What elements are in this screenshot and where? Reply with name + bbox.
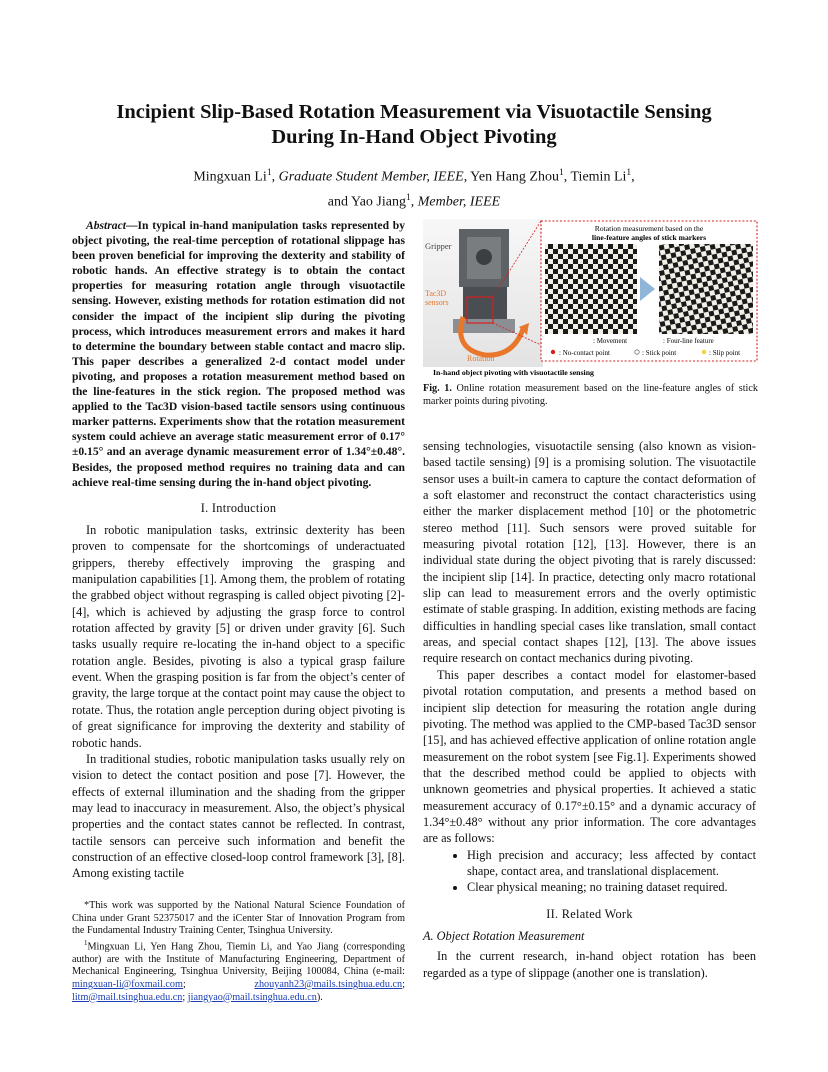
author-3: Tiemin Li (570, 169, 627, 185)
legend-movement: : Movement (593, 337, 628, 345)
section-heading-related-work: II. Related Work (546, 906, 633, 921)
section-heading-introduction: I. Introduction (200, 500, 277, 515)
label-sensors: sensors (425, 298, 449, 307)
right-column (423, 438, 756, 981)
legend-no-contact: : No-contact point (559, 349, 610, 357)
author-2: Yen Hang Zhou (470, 169, 559, 185)
figure-bottom-label: In-hand object pivoting with visuotactile sensing (433, 368, 594, 377)
left-column (72, 218, 405, 882)
author-line-1: Mingxuan Li$^1$, Graduate Student Member, IEEE, Yen Hang Zhou$^1$, Tiemin Li$^1$, (193, 168, 635, 185)
author-4: Yao Jiang (351, 194, 406, 210)
email-link-1[interactable]: mingxuan-li@foxmail.com (72, 978, 183, 990)
stick-point-icon (635, 350, 639, 354)
author-line-2: and Yao Jiang$^1$, Member, IEEE (327, 192, 501, 210)
right-paragraph-2: This paper describes a contact model for elastomer-based pivotal rotation computation, and presents a method based on incipient slip detection for measuring the rotation angle during pivoting. The method was applied to the CMP-based Tac3D sensor [15], and has achieved effective application of online rotation angle measurement on the robot system [see Fig.1]. Experiments showed that the described method could be applied to objects with unknown geometries and physical properties. It achieved a static measurement accuracy of 0.17°±0.15° and a dynamic accuracy of 1.34°±0.48° without any prior information. The core advantages are as follows: (423, 667, 756, 846)
footnote-funding: *This work was supported by the National Natural Science Foundation of China under Grant 52375017 and the iCenter Star of Innovation Program from the Fundamental Industry Training Center, Tsinghua University. (72, 900, 405, 937)
paper-title (60, 100, 768, 150)
title-line-2: During In-Hand Object Pivoting (271, 126, 557, 148)
inset-title-1: Rotation measurement based on the (594, 224, 704, 233)
slip-point-icon (702, 350, 706, 354)
intro-paragraph-1: In robotic manipulation tasks, extrinsic dexterity has been proven to compensate for the shortcomings of underactuated grippers, thereby effectively improving the grasping and manipulation capabilities [1]. Among them, the problem of rotating the grabbed object without regrasping is called object pivoting [2]-[4], which is achieved by adjusting the grasp force to control rotation affected by gravity [5] or driven under gravity [6]. Such tasks usually require re-locating the in-hand object to a specific rotation angle. Besides, pivoting is also a typical grasp failure event. When the grasping position is far from the object’s center of gravity, the large torque at the contact point may cause the object to rotate. Thus, the rotation angle perception during object pivoting is of great significance for improving the dexterity and stability of robotic hands. (72, 523, 405, 750)
right-paragraph-1: sensing technologies, visuotactile sensing (also known as vision-based tactile sensing) [9] is a promising solution. The visuotactile sensor uses a built-in camera to capture the contact deformation of a soft elastomer and reconstruct the contact characteristics using either the marker displacement method [10] or the photometric stereo method [11]. Such sensors were proved suitable for measuring pivotal rotation [12], [13]. However, there is an individual state during the object pivoting that is rarely discussed: the incipient slip [14]. In practice, detecting only macro rotational slip can lead to measurement errors and the overly optimistic estimate of stable grasping. In addition, existing methods are facing difficulties in handling special cases like translation, small contact areas, and special contact shapes [12], [13]. The above issues require research on contact mechanics during pivoting. (423, 439, 756, 666)
no-contact-point-icon (551, 350, 555, 354)
label-tac3d: Tac3D (425, 289, 447, 298)
advantages-list (423, 847, 756, 896)
email-link-2[interactable]: zhouyanh23@mails.tsinghua.edu.cn (254, 978, 403, 990)
title-line-1: Incipient Slip-Based Rotation Measurement via Visuotactile Sensing (116, 101, 712, 123)
email-link-3[interactable]: litm@mail.tsinghua.edu.cn (72, 991, 183, 1003)
figure-1 (423, 219, 758, 377)
footnotes (72, 900, 405, 1004)
author-block (60, 163, 768, 212)
legend-stick: : Stick point (642, 349, 677, 357)
marker-grid-after (659, 244, 753, 334)
legend-slip: : Slip point (709, 349, 741, 357)
legend-four-line: : Four-line feature (663, 337, 714, 345)
footnote-affiliation: $^1$Mingxuan Li, Yen Hang Zhou, Tiemin Li, and Yao Jiang (corresponding author) are with the Institute of Manufacturing Engineering, Department of Mechanical Engineering, Tsinghua University, Beijing 100084, China (e-mail: mingxuan-li@foxmail.com; zhouyanh23@mails.tsinghua.edu.cn; litm@mail.tsinghua.edu.cn; jiangyao@mail.tsinghua.edu.cn). (72, 939, 405, 1003)
author-1: Mingxuan Li (193, 169, 267, 185)
right-paragraph-3: In the current research, in-hand object rotation has been regarded as a type of slippage (another one is translation). (423, 949, 756, 980)
email-link-4[interactable]: jiangyao@mail.tsinghua.edu.cn (187, 991, 317, 1003)
inset-title-2: line-feature angles of stick markers (591, 233, 707, 242)
abstract: Abstract—In typical in-hand manipulation tasks represented by object pivoting, the real-time perception of rotational slippage has been proven beneficial for improving the dexterity and stability of robotic hands. An effective strategy is to obtain the contact properties for measuring rotation angle through visuotactile sensing. However, existing methods for rotation estimation did not consider the impact of the incipient slip during the pivoting process, which introduces measurement errors and makes it hard to determine the boundary between stable contact and macro slip. This paper describes a generalized 2-d contact model under pivoting, and proposes a rotation measurement method based on the line-features in the stick region. The proposed method was applied to the Tac3D vision-based tactile sensors using continuous marker patterns. Experiments show that the rotation measurement system could achieve an average static measurement error of 0.17°±0.15° and an average dynamic measurement error of 1.34°±0.48°. Besides, the proposed method requires no training data and can achieve real-time sensing during the in-hand object pivoting. (72, 219, 405, 489)
list-item: • Clear physical meaning; no training dataset required. (467, 879, 756, 895)
subsection-heading: A. Object Rotation Measurement (423, 928, 585, 943)
marker-grid-before (545, 244, 637, 334)
label-gripper: Gripper (425, 241, 452, 251)
figure-illustration (423, 219, 758, 377)
intro-paragraph-2: In traditional studies, robotic manipulation tasks usually rely on vision to detect the contact position and pose [7]. However, the effects of external illumination and the shading from the gripper may lead to inaccuracy in measurement. Also, the object’s physical properties and the contact states cannot be reflected. In contrast, tactile sensors can perceive such information and benefit the construction of an effective closed-loop control framework [3], [8]. Among existing tactile (72, 751, 405, 881)
list-item: • High precision and accuracy; less affected by contact shape, contact area, and translational displacement. (467, 847, 756, 880)
label-rotation: Rotation (467, 354, 495, 363)
figure-caption: Fig. 1. Online rotation measurement based on the line-feature angles of stick marker points during pivoting. (423, 383, 758, 407)
